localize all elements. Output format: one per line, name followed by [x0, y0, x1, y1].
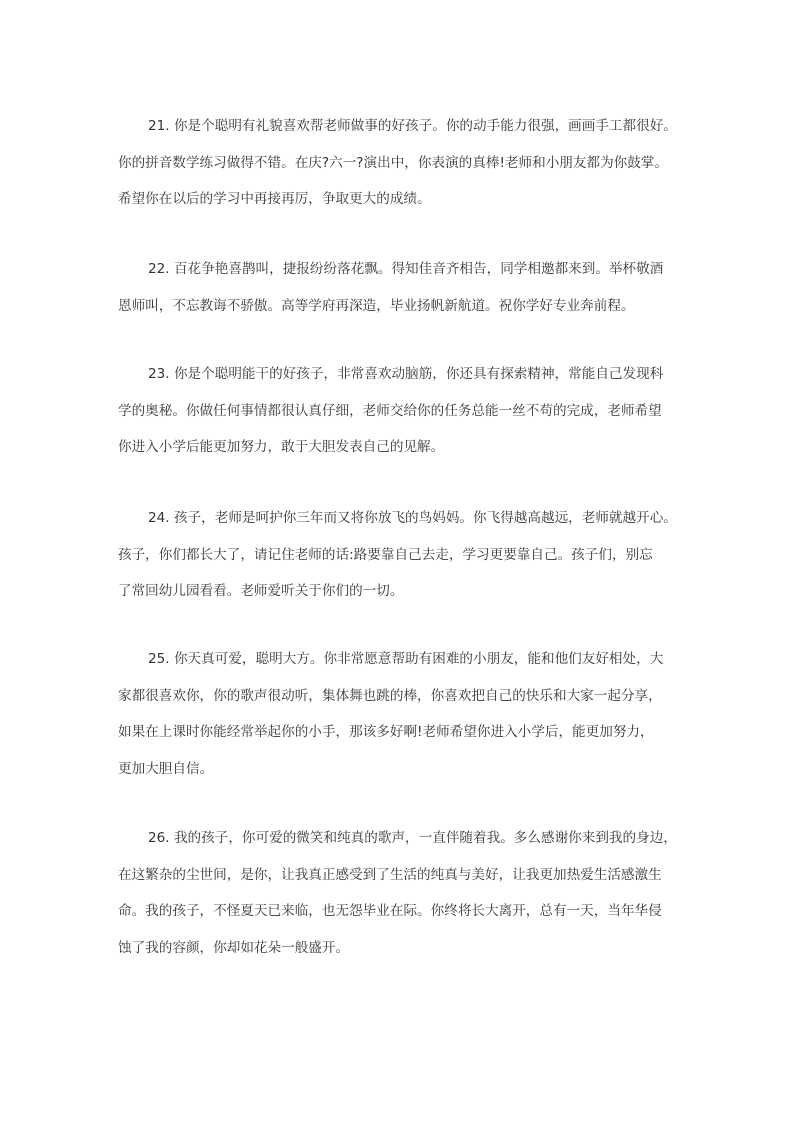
text-line: 22. 百花争艳喜鹊叫，捷报纷纷落花飘。得知佳音齐相告，同学相邀都来到。举杯敬酒 — [148, 261, 664, 277]
text-line: 在这繁杂的尘世间，是你，让我真正感受到了生活的纯真与美好，让我更加热爱生活感激生 — [118, 866, 662, 883]
paragraph-23 — [118, 356, 698, 466]
text-line: 更加大胆自信。 — [118, 760, 214, 777]
text-line: 学的奥秘。你做任何事情都很认真仔细，老师交给你的任务总能一丝不苟的完成，老师希望 — [118, 402, 662, 419]
text-line: 如果在上课时你能经常举起你的小手，那该多好啊!老师希望你进入小学后，能更加努力， — [118, 724, 654, 740]
text-line: 恩师叫，不忘教诲不骄傲。高等学府再深造，毕业扬帆新航道。祝你学好专业奔前程。 — [118, 297, 635, 314]
text-line: 命。我的孩子，不怪夏天已来临，也无怨毕业在际。你终将长大离开，总有一天，当年华侵 — [118, 903, 662, 919]
paragraph-22 — [118, 251, 698, 324]
text-line: 了常回幼儿园看看。老师爱听关于你们的一切。 — [118, 583, 404, 599]
text-line: 24. 孩子，老师是呵护你三年而又将你放飞的鸟妈妈。你飞得越高越远，老师就越开心。 — [148, 510, 677, 526]
paragraph-26 — [118, 820, 698, 966]
text-line: 25. 你天真可爱，聪明大方。你非常愿意帮助有困难的小朋友，能和他们友好相处，大 — [148, 651, 664, 667]
text-line: 蚀了我的容颜，你却如花朵一般盛开。 — [118, 939, 350, 956]
text-line: 你进入小学后能更加努力，敢于大胆发表自己的见解。 — [118, 439, 445, 455]
text-line: 孩子，你们都长大了，请记住老师的话:路要靠自己去走，学习更要靠自己。孩子们，别忘 — [118, 546, 653, 563]
text-line: 23. 你是个聪明能干的好孩子，非常喜欢动脑筋，你还具有探索精神，常能自己发现科 — [148, 366, 664, 382]
paragraph-24 — [118, 500, 698, 610]
text-line: 希望你在以后的学习中再接再厉，争取更大的成绩。 — [118, 191, 431, 207]
text-line: 21. 你是个聪明有礼貌喜欢帮老师做事的好孩子。你的动手能力很强，画画手工都很好。 — [148, 118, 677, 134]
text-line: 26. 我的孩子，你可爱的微笑和纯真的歌声，一直伴随着我。多么感谢你来到我的身边， — [148, 830, 677, 846]
text-line: 家都很喜欢你，你的歌声很动听，集体舞也跳的棒，你喜欢把自己的快乐和大家一起分享， — [118, 687, 662, 704]
text-line: 你的拼音数学练习做得不错。在庆?六一?演出中，你表演的真棒!老师和小朋友都为你鼓掌。 — [118, 154, 669, 171]
paragraph-25 — [118, 641, 698, 787]
paragraph-21 — [118, 108, 698, 218]
